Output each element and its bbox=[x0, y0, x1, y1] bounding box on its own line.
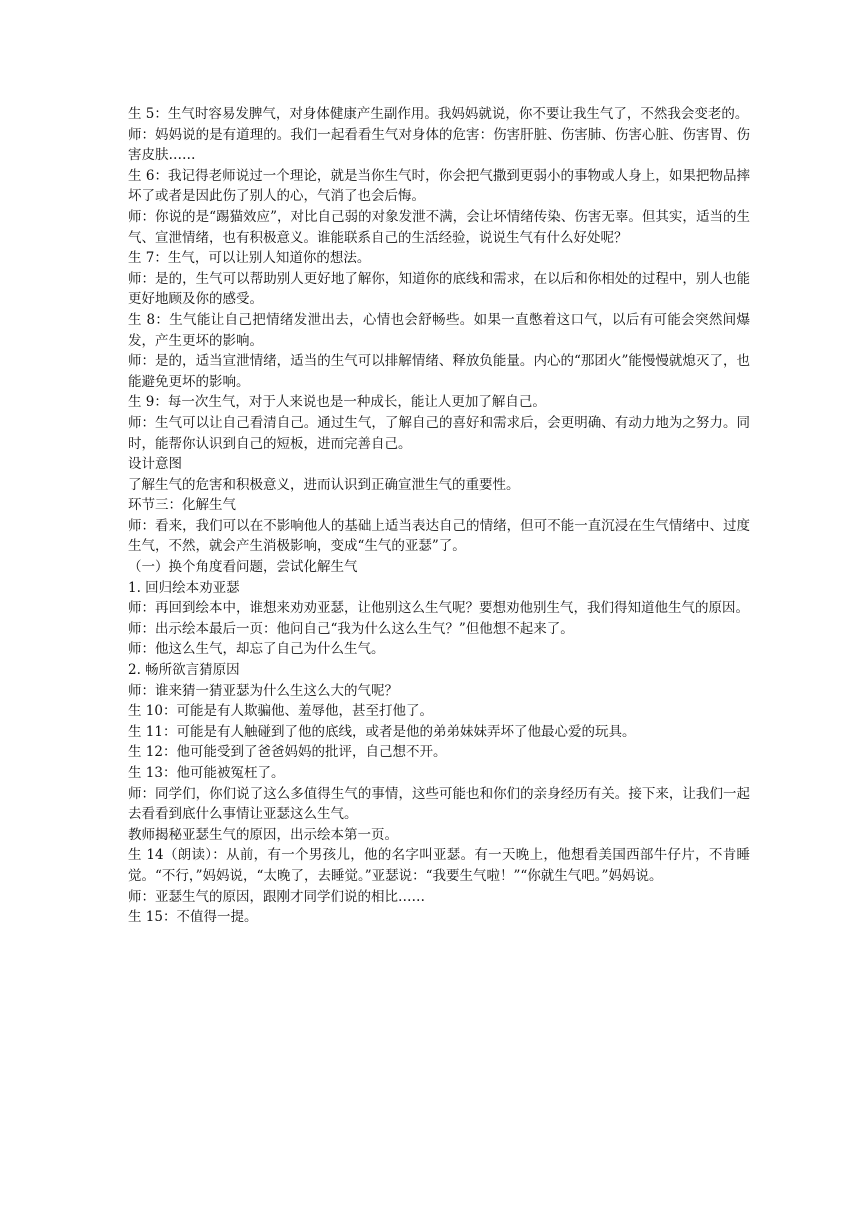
paragraph: 师：出示绘本最后一页：他问自己“我为什么这么生气？”但他想不起来了。 bbox=[128, 620, 574, 637]
paragraph: 师：妈妈说的是有道理的。我们一起看看生气对身体的危害：伤害肝脏、伤害肺、伤害心脏、伤害胃、伤害皮肤…… bbox=[128, 126, 750, 164]
paragraph: 师：亚瑟生气的原因，跟刚才同学们说的相比…… bbox=[128, 888, 425, 905]
paragraph: 师：同学们，你们说了这么多值得生气的事情，这些可能也和你们的亲身经历有关。接下来，让我们一起去看看到底什么事情让亚瑟这么生气。 bbox=[128, 785, 750, 823]
section-heading: 环节三：化解生气 bbox=[128, 497, 236, 514]
paragraph: 生 8：生气能让自己把情绪发泄出去，心情也会舒畅些。如果一直憋着这口气，以后有可能会突然间爆发，产生更坏的影响。 bbox=[128, 311, 750, 349]
paragraph: 生 14（朗读）：从前，有一个男孩儿，他的名字叫亚瑟。有一天晚上，他想看美国西部牛仔片，不肯睡觉。“不行，”妈妈说，“太晚了，去睡觉。”亚瑟说：“我要生气啦！”“你就生气吧。”妈妈说。 bbox=[128, 847, 750, 884]
section-heading: 设计意图 bbox=[128, 456, 182, 473]
paragraph: 生 9：每一次生气，对于人来说也是一种成长，能让人更加了解自己。 bbox=[128, 394, 546, 411]
paragraph: 师：是的，生气可以帮助别人更好地了解你，知道你的底线和需求，在以后和你相处的过程中，别人也能更好地顾及你的感受。 bbox=[128, 270, 750, 308]
section-heading: （一）换个角度看问题，尝试化解生气 bbox=[128, 559, 358, 576]
paragraph: 了解生气的危害和积极意义，进而认识到正确宣泄生气的重要性。 bbox=[128, 476, 520, 493]
paragraph: 师：是的，适当宣泄情绪，适当的生气可以排解情绪、释放负能量。内心的“那团火”能慢慢就熄灭了，也能避免更坏的影响。 bbox=[128, 353, 750, 390]
paragraph: 师：他这么生气，却忘了自己为什么生气。 bbox=[128, 641, 385, 658]
paragraph: 生 10：可能是有人欺骗他、羞辱他，甚至打他了。 bbox=[128, 703, 433, 720]
paragraph: 师：生气可以让自己看清自己。通过生气，了解自己的喜好和需求后，会更明确、有动力地为之努力。同时，能帮你认识到自己的短板，进而完善自己。 bbox=[128, 414, 750, 452]
paragraph: 生 13：他可能被冤枉了。 bbox=[128, 765, 285, 781]
paragraph: 师：看来，我们可以在不影响他人的基础上适当表达自己的情绪，但可不能一直沉浸在生气情绪中、过度生气，不然，就会产生消极影响，变成“生气的亚瑟”了。 bbox=[128, 517, 750, 555]
paragraph: 生 7：生气，可以让别人知道你的想法。 bbox=[128, 250, 371, 267]
paragraph: 生 6：我记得老师说过一个理论，就是当你生气时，你会把气撒到更弱小的事物或人身上，如果把物品摔坏了或者是因此伤了别人的心，气消了也会后悔。 bbox=[128, 167, 750, 205]
document-body bbox=[128, 104, 750, 928]
paragraph: 生 5：生气时容易发脾气，对身体健康产生副作用。我妈妈就说，你不要让我生气了，不然我会变老的。 bbox=[128, 106, 749, 122]
paragraph: 生 12：他可能受到了爸爸妈妈的批评，自己想不开。 bbox=[128, 744, 447, 761]
section-heading: 1. 回归绘本劝亚瑟 bbox=[128, 579, 240, 596]
paragraph: 师：再回到绘本中，谁想来劝劝亚瑟，让他别这么生气呢？要想劝他别生气，我们得知道他生气的原因。 bbox=[128, 600, 749, 617]
paragraph: 教师揭秘亚瑟生气的原因，出示绘本第一页。 bbox=[128, 826, 398, 843]
paragraph: 生 15：不值得一提。 bbox=[128, 909, 258, 926]
paragraph: 生 11：可能是有人触碰到了他的底线，或者是他的弟弟妹妹弄坏了他最心爱的玩具。 bbox=[128, 723, 636, 740]
paragraph: 师：谁来猜一猜亚瑟为什么生这么大的气呢？ bbox=[128, 682, 398, 699]
section-heading: 2. 畅所欲言猜原因 bbox=[128, 662, 240, 679]
paragraph: 师：你说的是“踢猫效应”，对比自己弱的对象发泄不满，会让坏情绪传染、伤害无辜。但其实，适当的生气、宣泄情绪，也有积极意义。谁能联系自己的生活经验，说说生气有什么好处呢？ bbox=[128, 208, 750, 246]
